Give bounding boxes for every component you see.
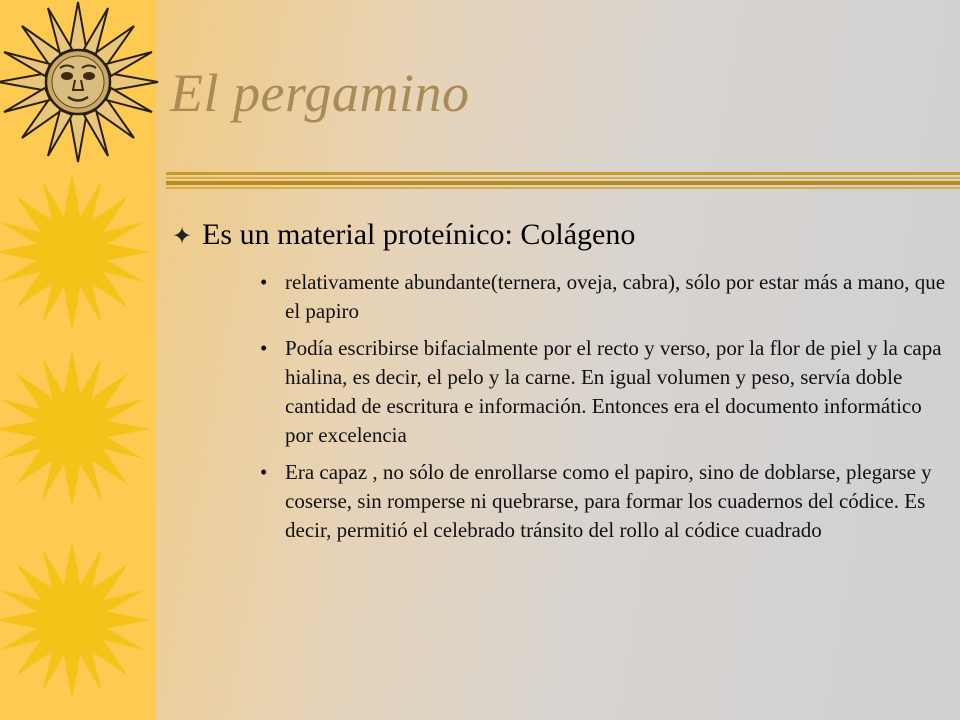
sun-face-icon [0, 0, 160, 170]
bullet-dot-icon: • [260, 336, 268, 360]
sub-bullet-list [260, 268, 950, 553]
main-bullet [172, 218, 635, 252]
sun-icon [0, 520, 156, 720]
slide-title: El pergamino [170, 63, 470, 123]
main-bullet-text: Es un material proteínico: Colágeno [202, 218, 636, 251]
list-item-text: relativamente abundante(ternera, oveja, cabra), sólo por estar más a mano, que el papiro [285, 270, 946, 323]
title-divider [166, 171, 960, 191]
list-item-text: Era capaz , no sólo de enrollarse como el papiro, sino de doblarse, plegarse y coserse, sin romperse ni quebrarse, para formar los cuadernos del códice. Es decir, permitió el celebrado tránsito del rollo al códice cuadrado [285, 460, 932, 542]
sun-icon [0, 168, 156, 338]
bullet-dot-icon: • [260, 460, 268, 484]
bullet-dot-icon: • [260, 270, 268, 294]
list-item [260, 268, 950, 326]
sun-icon [0, 345, 156, 515]
list-item-text: Podía escribirse bifacialmente por el recto y verso, por la flor de piel y la capa hialina, es decir, el pelo y la carne. En igual volumen y peso, servía doble cantidad de escritura e información. Entonces era el documento informático por excelencia [285, 336, 942, 447]
list-item [260, 458, 950, 545]
star-icon: ✦ [172, 224, 193, 250]
list-item [260, 334, 950, 450]
